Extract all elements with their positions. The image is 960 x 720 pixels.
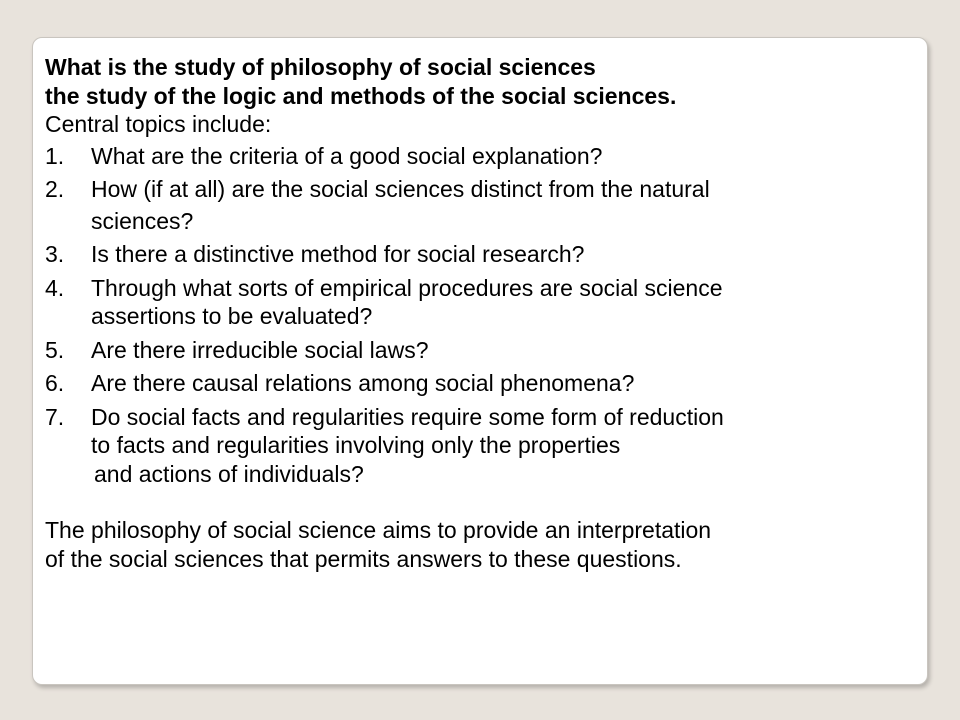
slide-heading: What is the study of philosophy of social sciences — [45, 54, 596, 80]
list-item-number: 2. — [45, 176, 65, 202]
list-item-text — [91, 403, 917, 489]
list-item-text — [91, 274, 917, 331]
list-item — [45, 369, 917, 398]
conclusion-paragraph — [45, 516, 917, 573]
slide-subheading: the study of the logic and methods of the social sciences. — [45, 82, 677, 109]
list-item-line: Are there causal relations among social phenomena? — [91, 370, 635, 396]
list-item-line: Do social facts and regularities require some form of reduction — [91, 403, 724, 430]
slide-content — [45, 53, 917, 573]
list-item — [45, 240, 917, 269]
list-item-line: Are there irreducible social laws? — [91, 336, 429, 363]
list-item-text — [91, 369, 917, 398]
list-item-text — [91, 142, 917, 171]
list-item-line: Through what sorts of empirical procedures are social science — [91, 274, 723, 301]
list-item — [45, 403, 917, 489]
conclusion-line: of the social sciences that permits answers to these questions. — [45, 545, 682, 572]
list-item — [45, 274, 917, 331]
list-item-text — [91, 175, 917, 235]
list-item-number: 3. — [45, 241, 65, 267]
list-item-number: 5. — [45, 336, 65, 363]
list-item-number: 6. — [45, 370, 65, 396]
slide-card — [32, 37, 928, 685]
intro-text: Central topics include: — [45, 111, 272, 137]
list-item-number: 1. — [45, 142, 65, 169]
list-item-line: assertions to be evaluated? — [91, 303, 373, 329]
list-item-line: and actions of individuals? — [94, 460, 364, 487]
list-item-line: to facts and regularities involving only the properties — [91, 432, 621, 458]
list-item-line: What are the criteria of a good social explanation? — [91, 142, 603, 169]
list-item-text — [91, 336, 917, 365]
list-item-line: Is there a distinctive method for social research? — [91, 241, 585, 267]
list-item-number: 4. — [45, 274, 65, 301]
conclusion-line: The philosophy of social science aims to provide an interpretation — [45, 517, 712, 543]
list-item — [45, 336, 917, 365]
list-item-line: sciences? — [91, 207, 194, 234]
section-spacer — [45, 488, 917, 516]
list-item-line: How (if at all) are the social sciences distinct from the natural — [91, 176, 710, 202]
list-item — [45, 175, 917, 235]
list-item — [45, 142, 917, 171]
list-item-number: 7. — [45, 403, 65, 430]
list-item-text — [91, 240, 917, 269]
